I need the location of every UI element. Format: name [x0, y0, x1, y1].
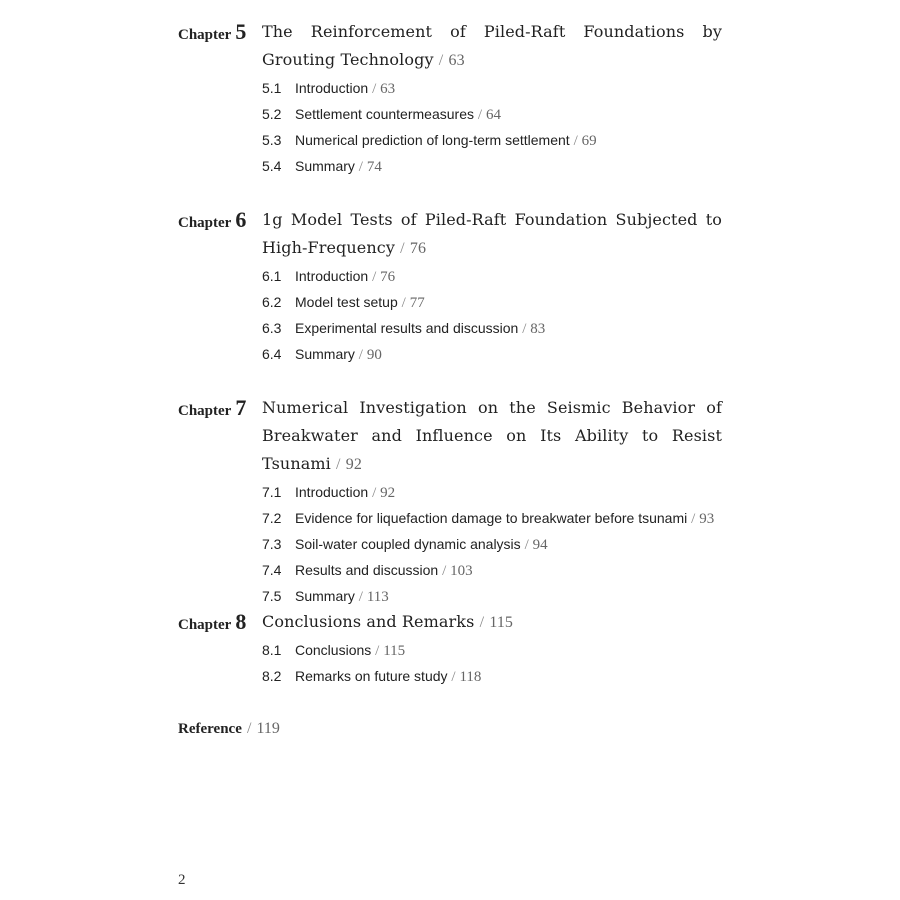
chapter-5-entry	[178, 18, 722, 179]
chapter-8-entry	[178, 608, 722, 689]
chapter-title: 1g Model Tests of Piled-Raft Foundation Subjected to High-Frequency / 76	[262, 210, 722, 257]
section-entry: 5.3 Numerical prediction of long-term settlement / 69	[262, 132, 597, 149]
chapter-label: Chapter 6	[178, 207, 247, 232]
section-entry: 6.3 Experimental results and discussion / 83	[262, 320, 546, 337]
chapter-number: 6	[235, 207, 247, 232]
chapter-number: 7	[235, 395, 247, 420]
section-entry: 6.4 Summary / 90	[262, 346, 382, 363]
section-entry: 8.1 Conclusions / 115	[262, 642, 406, 659]
section-entry: 7.1 Introduction / 92	[262, 484, 396, 501]
chapter-page-number: 92	[345, 456, 362, 473]
reference-entry: Reference / 119	[178, 720, 280, 737]
section-entry: 6.1 Introduction / 76	[262, 268, 396, 285]
chapter-label: Chapter 7	[178, 395, 247, 420]
chapter-label: Chapter 8	[178, 609, 247, 634]
footer-page-number: 2	[178, 872, 186, 888]
reference-page-number: 119	[256, 720, 280, 737]
chapter-number: 8	[235, 609, 247, 634]
section-entry: 8.2 Remarks on future study / 118	[262, 668, 482, 685]
section-entry: 7.2 Evidence for liquefaction damage to breakwater before tsunami / 93	[262, 510, 715, 527]
chapter-label: Chapter 5	[178, 19, 247, 44]
section-entry: 7.3 Soil-water coupled dynamic analysis / 94	[262, 536, 548, 553]
chapter-page-number: 115	[489, 614, 514, 631]
section-entry: 7.4 Results and discussion / 103	[262, 562, 473, 579]
chapter-page-number: 76	[409, 240, 427, 257]
chapter-7-entry	[178, 394, 722, 609]
section-entry: 5.2 Settlement countermeasures / 64	[262, 106, 501, 123]
reference-label: Reference	[178, 721, 242, 737]
section-entry: 6.2 Model test setup / 77	[262, 294, 425, 311]
section-entry: 5.4 Summary / 74	[262, 158, 382, 175]
section-entry: 7.5 Summary / 113	[262, 588, 389, 605]
chapter-6-entry	[178, 206, 722, 367]
chapter-number: 5	[235, 19, 247, 44]
chapter-title: Conclusions and Remarks / 115	[262, 612, 514, 631]
chapter-title: Numerical Investigation on the Seismic Behavior of Breakwater and Influence on Its Ability to Resist Tsunami / 92	[262, 398, 722, 473]
section-entry: 5.1 Introduction / 63	[262, 80, 396, 97]
chapter-title: The Reinforcement of Piled-Raft Foundations by Grouting Technology / 63	[262, 22, 722, 69]
chapter-page-number: 63	[448, 52, 465, 69]
